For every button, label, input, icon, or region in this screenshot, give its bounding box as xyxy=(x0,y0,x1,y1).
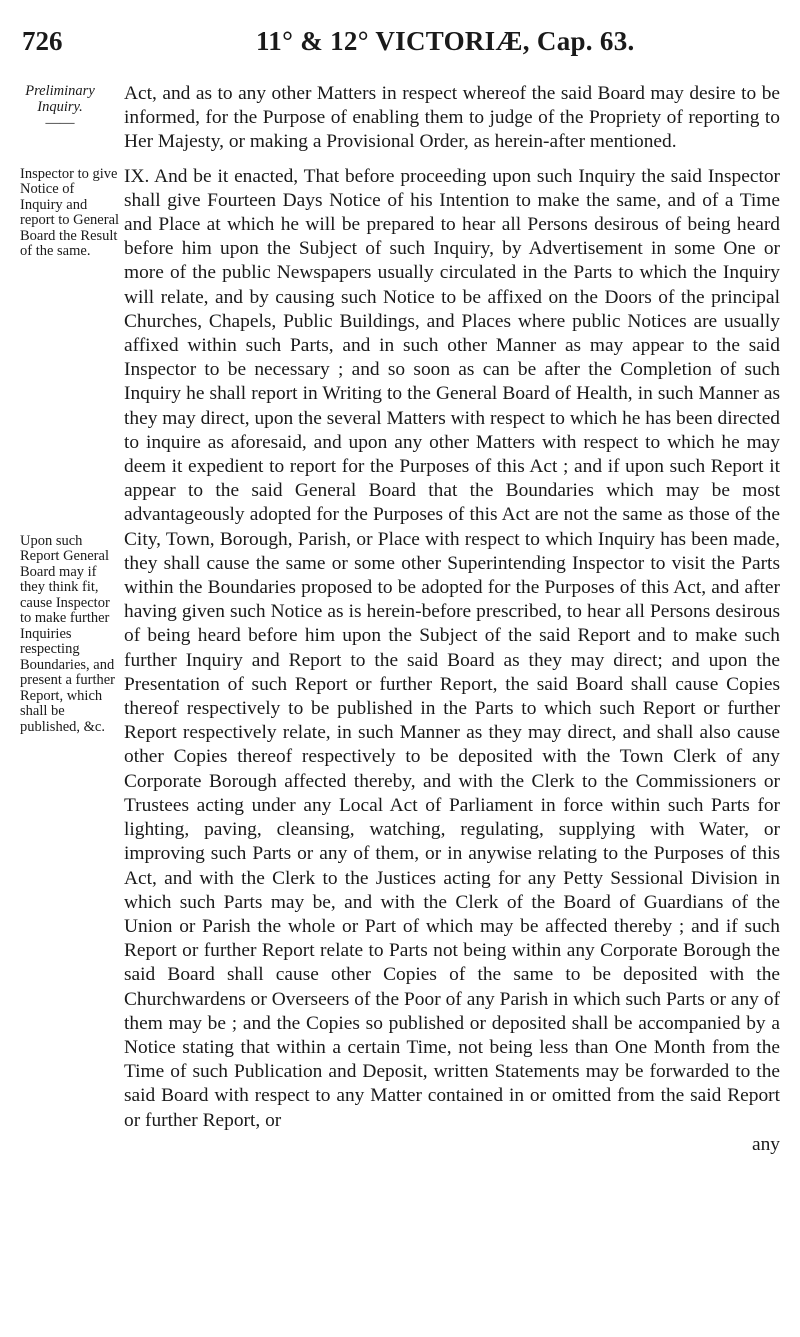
paragraph-row-ix xyxy=(20,165,780,1133)
paragraph-intro: Act, and as to any other Matters in respect whereof the said Board may desire to be informed, for the Purpose of enabling them to judge of the Propriety of reporting to Her Majesty, or making a Provisional Order, as herein-after mentioned. xyxy=(124,83,780,153)
margin-note-preliminary-inquiry: Preliminary Inquiry. xyxy=(25,83,95,115)
margin-note-dash: —— xyxy=(45,115,75,131)
margin-gap xyxy=(20,260,120,534)
page-number: 726 xyxy=(22,26,63,56)
paragraph-row-intro xyxy=(20,82,780,155)
page-header xyxy=(20,26,780,66)
margin-note-upon-report: Upon such Report General Board may if they think fit, cause Inspector to make further Inquiries respecting Boundaries, and present a further Report, which shall be published, &c. xyxy=(20,532,116,735)
margin-column xyxy=(20,82,120,132)
paragraph-section-ix: IX. And be it enacted, That before proceeding upon such Inquiry the said Inspector shall give Fourteen Days Notice of his Intention to make the same, and of a Time and Place at which he will be prepared to hear all Persons desirous of being heard before him upon the Subject of such Inquiry, by Advertisement in some One or more of the public Newspapers usually circulated in the Parts to which the Inquiry will relate, and by causing such Notice to be affixed on the Doors of the principal Churches, Chapels, Public Buildings, and Places where public Notices are usually affixed within such Parts, and in such other Manner as may appear to the said Inspector to be necessary ; and so soon as can be after the Completion of such Inquiry he shall report in Writing to the General Board of Health, in such Manner as they may direct, upon the several Matters with respect to which he has been directed to inquire as aforesaid, and upon any other Matters with respect to which he may deem it expedient to report for the Purposes of this Act ; and if upon such Report it appear to the said General Board that the Boundaries which may be most advantageously adopted for the Purposes of this Act are not the same as those of the City, Town, Borough, Parish, or Place with respect to which Inquiry has been made, they shall cause the same or some other Superintending Inspector to visit the Parts within the Boundaries proposed to be adopted for the Purposes of this Act, and after having given such Notice as is herein-before prescribed, to hear all Persons desirous of being heard before him upon the Subject of the said Report and to make such further Inquiry and Report to the said Board as they may direct; and upon the Presentation of such Report or further Report, the said Board shall cause Copies thereof respectively to be published in the Parts to which such Report or further Report respectively relate, in such Manner as they may direct, and shall also cause other Copies thereof respectively to be deposited with the Town Clerk of any Corporate Borough affected thereby, and with the Clerk to the Commissioners or Trustees acting under any Local Act of Parliament in force within such Parts for lighting, paving, cleansing, watching, regulating, supplying with Water, or improving such Parts or any of them, or in anywise relating to the Purposes of this Act, and with the Clerk to the Justices acting for any Petty Sessional Division in which such Parts may be, and with the Clerk of the Board of Guardians of the Union or Parish the whole or Part of which may be affected thereby ; and if such Report or further Report relate to Parts not being within any Corporate Borough the said Board shall cause other Copies of the same to be deposited with the Churchwardens or Overseers of the Poor of any Parish in which such Parts or any of them may be ; and the Copies so published or deposited shall be accompanied by a Notice stating that within a certain Time, not being less than One Month from the Time of such Publication and Deposit, written Statements may be forwarded to the said Board with respect to any Matter contained in or omitted from the said Report or further Report, or xyxy=(124,165,780,1131)
paragraph-gap xyxy=(20,155,780,165)
page-content xyxy=(20,82,780,1157)
margin-note-inspector-notice: Inspector to give Notice of Inquiry and report to General Board the Result of the same. xyxy=(20,165,120,260)
catchword: any xyxy=(752,1133,780,1155)
margin-column xyxy=(20,165,120,736)
running-title: 11° & 12° VICTORIÆ, Cap. 63. xyxy=(256,26,635,56)
